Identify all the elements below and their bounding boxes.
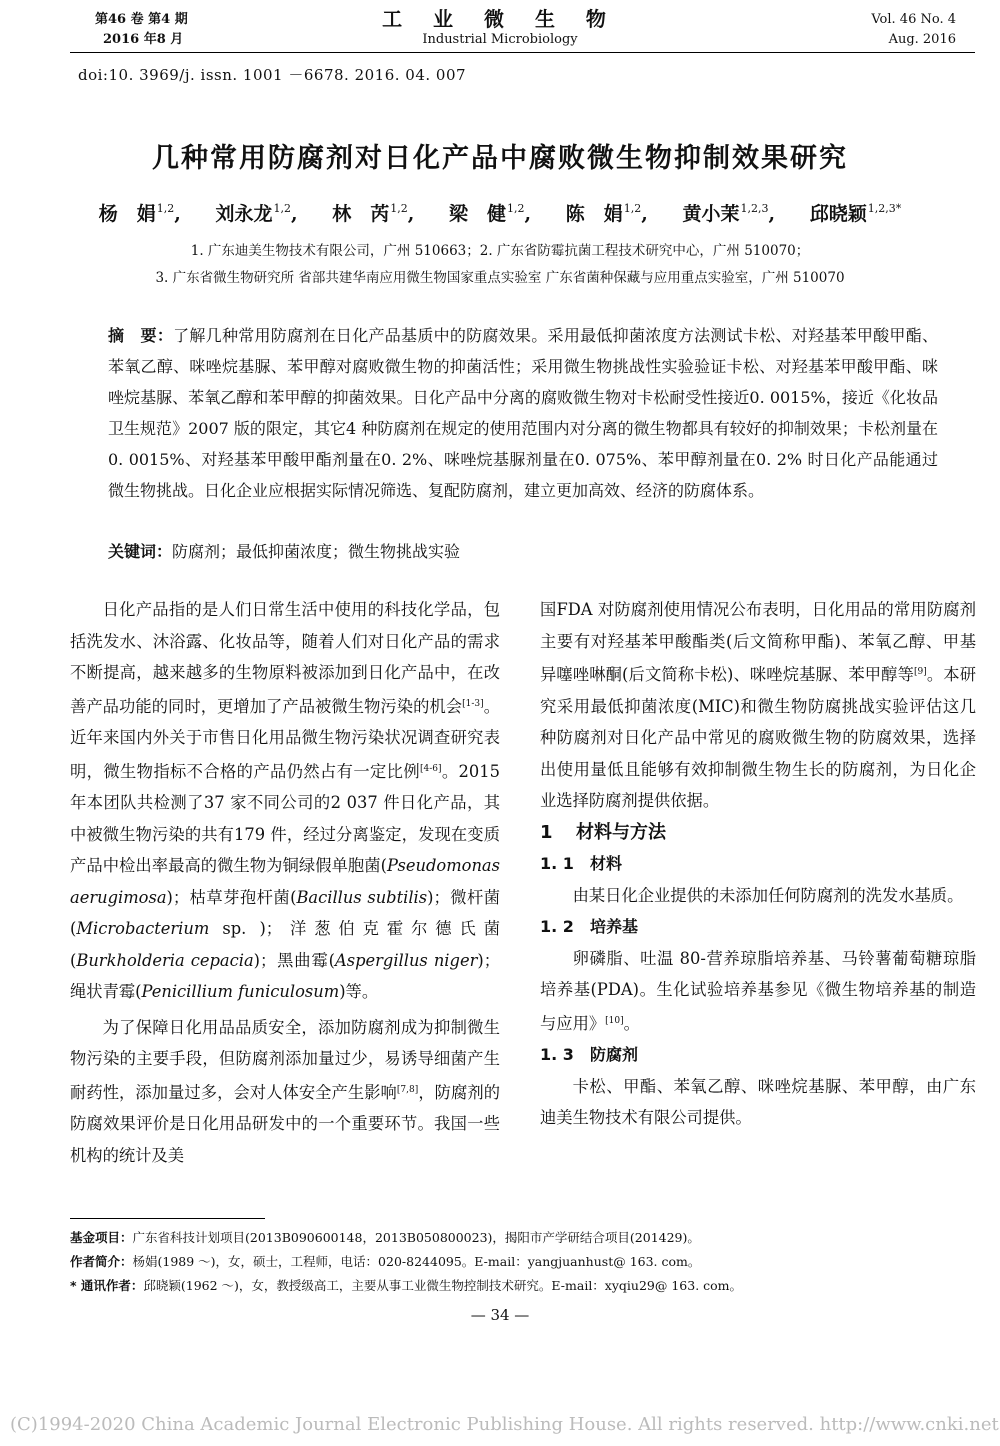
- header-journal: [0, 6, 1000, 48]
- abstract: [108, 320, 938, 506]
- author-affiliation-mark: 1,2: [156, 202, 175, 215]
- author-name: 黄小茉: [682, 203, 740, 225]
- header-date: 2016 年8 月: [103, 32, 184, 47]
- body-paragraph: [70, 1012, 500, 1172]
- body-paragraph: 由某日化企业提供的未添加任何防腐剂的洗发水基质。: [572, 885, 964, 905]
- footnotes: [70, 1226, 970, 1298]
- author: 黄小茉$^{1,2,3}$,: [682, 202, 776, 225]
- author: [810, 199, 902, 226]
- body-text: 。: [623, 1013, 640, 1033]
- author-affiliation-mark: 1,2,3: [740, 202, 769, 215]
- section-title: 材料: [590, 854, 623, 873]
- paper-title: 几种常用防腐剂对日化产品中腐败微生物抑制效果研究: [152, 143, 848, 174]
- header-issue-en: [871, 10, 956, 50]
- footnote-author: [70, 1250, 970, 1274]
- author: 刘永龙$^{1,2}$,: [215, 202, 298, 225]
- section-number: 1. 3: [540, 1045, 574, 1064]
- affiliation-line-1: 1. 广东迪美生物技术有限公司，广州 510663；2. 广东省防霉抗菌工程技术研究中心，广州 510070；: [190, 243, 810, 259]
- author-name: 梁 健: [448, 203, 506, 225]
- species-name: Penicillium funiculosum: [141, 982, 340, 1001]
- footnote-label: * 通讯作者：: [70, 1278, 144, 1293]
- header-volume-issue: 第46 卷 第4 期: [95, 12, 188, 27]
- doi: doi:10. 3969/j. issn. 1001 －6678. 2016. 04. 007: [78, 66, 467, 84]
- section-number: 1. 1: [540, 854, 574, 873]
- section-number: 1. 2: [540, 917, 574, 936]
- author: 梁 健$^{1,2}$,: [448, 202, 532, 225]
- journal-name-cn: 工 业 微 生 物: [382, 7, 618, 31]
- body-text: )等。: [339, 982, 379, 1001]
- body-paragraph: [70, 594, 500, 1008]
- body-text: 。本研究采用最低抑菌浓度(MIC)和微生物防腐挑战实验评估这几种防腐剂对日化产品中常见的腐败微生物的防腐效果，选择出使用量低且能够有效抑制微生物生长的防腐剂，为日化企业选择防腐剂提供依据。: [540, 665, 976, 810]
- author: 陈 娟$^{1,2}$,: [565, 202, 648, 225]
- keywords-label: 关键词：: [108, 542, 173, 561]
- species-name: Microbacterium: [76, 919, 210, 938]
- species-name: Bacillus subtilis: [296, 887, 428, 907]
- header-date-en: Aug. 2016: [888, 32, 956, 47]
- section-title: 培养基: [590, 917, 639, 936]
- body-paragraph: [540, 943, 976, 1040]
- body-text: )；枯草芽孢杆菌(: [166, 887, 297, 907]
- author-name: 林 芮: [332, 203, 390, 225]
- species-name: Aspergillus niger: [334, 950, 478, 970]
- keywords: [108, 540, 938, 564]
- copyright-watermark: (C)1994-2020 China Academic Journal Electronic Publishing House. All rights reserved. http://www.cnki.net: [10, 1414, 999, 1435]
- section-title: 防腐剂: [590, 1045, 639, 1064]
- body-column-left: [70, 594, 500, 1171]
- footnote-fund: [70, 1226, 970, 1250]
- abstract-label: 摘 要：: [108, 326, 174, 345]
- author-name: 陈 娟: [565, 203, 623, 225]
- section-title: 材料与方法: [576, 821, 666, 843]
- body-text: 卵磷脂、吐温 80-营养琼脂培养基、马铃薯葡萄糖琼脂培养基(PDA)。生化试验培养基参见《微生物培养基的制造与应用》: [540, 948, 976, 1033]
- author-name: 邱晓颖: [809, 203, 867, 225]
- section-heading-1-3: [540, 1039, 976, 1071]
- header-volume-en: Vol. 46 No. 4: [871, 12, 956, 27]
- citation[interactable]: [10]: [605, 1015, 624, 1026]
- author-affiliation-mark: 1,2: [273, 202, 291, 215]
- author-list: [0, 199, 1000, 226]
- keywords-text: 防腐剂；最低抑菌浓度；微生物挑战实验: [172, 542, 461, 561]
- footnote-label: 基金项目：: [70, 1230, 133, 1245]
- body-text: sp. )；洋葱伯克霍尔德氏菌(: [70, 919, 500, 970]
- citation[interactable]: [1-3]: [462, 698, 484, 709]
- body-text: 日化产品指的是人们日常生活中使用的科技化学品，包括洗发水、沐浴露、化妆品等，随着人们对日化产品的需求不断提高，越来越多的生物原料被添加到日化产品中，在改善产品功能的同时，更增加了产品被微生物污染的机会: [70, 600, 500, 716]
- footnote-label: 作者简介：: [70, 1254, 133, 1269]
- body-text: ，防腐剂的防腐效果评价是日化用品研发中的一个重要环节。我国一些机构的统计及美: [70, 1082, 500, 1165]
- author: 林 芮$^{1,2}$,: [332, 202, 415, 225]
- section-number: 1: [540, 821, 553, 843]
- author-affiliation-mark: 1,2: [507, 202, 525, 215]
- body-text: 国FDA 对防腐剂使用情况公布表明，日化用品的常用防腐剂主要有对羟基苯甲酸酯类(后文简称甲酯)、苯氧乙醇、甲基异噻唑啉酮(后文简称卡松)、咪唑烷基脲、苯甲醇等: [540, 600, 976, 684]
- author-affiliation-mark: 1,2: [390, 202, 408, 215]
- citation[interactable]: [7,8]: [396, 1084, 419, 1095]
- header-rule: [70, 52, 975, 53]
- body-column-right: [540, 594, 976, 1134]
- body-text: )；微杆菌(: [70, 887, 500, 938]
- section-heading-1: [540, 817, 976, 849]
- body-text: 。近年来国内外关于市售日化用品微生物污染状况调查研究表明，微生物指标不合格的产品仍然占有一定比例: [70, 696, 500, 781]
- abstract-text: 了解几种常用防腐剂在日化产品基质中的防腐效果。采用最低抑菌浓度方法测试卡松、对羟基苯甲酸甲酯、苯氧乙醇、咪唑烷基脲、苯甲醇对腐败微生物的抑菌活性；采用微生物挑战性实验验证卡松、对羟基苯甲酸甲酯、咪唑烷基脲、苯氧乙醇和苯甲醇的抑菌效果。日化产品中分离的腐败微生物对卡松耐受性接近0. 0015%，接近《化妆品卫生规范》2007 版的限定，其它4 种防腐剂在规定的使用范围内对分离的微生物都具有较好的抑制效果；卡松剂量在0. 0015%、对羟基苯甲酸甲酯剂量在0. 2%、咪唑烷基脲剂量在0. 075%、苯甲醇剂量在0. 2% 时日化产品能通过微生物挑战。日化企业应根据实际情况筛选、复配防腐剂，建立更加高效、经济的防腐体系。: [108, 326, 938, 500]
- body-text: )；黑曲霉(: [253, 950, 335, 970]
- section-heading-1-2: [540, 911, 976, 943]
- citation[interactable]: [4-6]: [419, 763, 442, 774]
- body-text: 为了保障日化用品品质安全，添加防腐剂成为抑制微生物污染的主要手段，但防腐剂添加量过少，易诱导细菌产生耐药性，添加量过多，会对人体安全产生影响: [70, 1017, 500, 1102]
- footnote-rule: [70, 1218, 265, 1219]
- footnote-text: 杨娟(1989 ～)，女，硕士，工程师，电话：020-8244095。E-mail：yangjuanhust@ 163. com。: [132, 1254, 701, 1269]
- author-affiliation-mark: 1,2,3*: [867, 202, 902, 215]
- author: 杨 娟$^{1,2}$,: [98, 202, 181, 225]
- page-number: — 34 —: [470, 1306, 530, 1324]
- section-heading-1-1: [540, 848, 976, 880]
- species-name: Pseudomonas aerugimosa: [70, 856, 500, 907]
- citation[interactable]: [9]: [914, 667, 927, 677]
- author-affiliation-mark: 1,2: [623, 202, 642, 215]
- affiliation-line-2: 3. 广东省微生物研究所 省部共建华南应用微生物国家重点实验室 广东省菌种保藏与应用重点实验室，广州 510070: [155, 270, 845, 286]
- body-text: )；绳状青霉(: [70, 950, 500, 1001]
- body-text: 。2015 年本团队共检测了37 家不同公司的2 037 件日化产品，其中被微生物污染的共有179 件，经过分离鉴定，发现在变质产品中检出率最高的微生物为铜绿假单胞菌(: [70, 761, 500, 875]
- journal-name-en: Industrial Microbiology: [422, 32, 578, 47]
- footnote-corresponding: [70, 1274, 970, 1298]
- species-name: Burkholderia cepacia: [76, 950, 254, 970]
- body-paragraph: [540, 594, 976, 817]
- author-name: 杨 娟: [98, 203, 156, 225]
- footnote-text: 邱晓颖(1962 ～)，女，教授级高工，主要从事工业微生物控制技术研究。E-mail：xyqiu29@ 163. com。: [143, 1278, 743, 1293]
- footnote-text: 广东省科技计划项目(2013B090600148，2013B050800023)，揭阳市产学研结合项目(201429)。: [132, 1230, 700, 1245]
- body-paragraph: 卡松、甲酯、苯氧乙醇、咪唑烷基脲、苯甲醇，由广东迪美生物技术有限公司提供。: [540, 1076, 976, 1127]
- author-name: 刘永龙: [215, 203, 273, 225]
